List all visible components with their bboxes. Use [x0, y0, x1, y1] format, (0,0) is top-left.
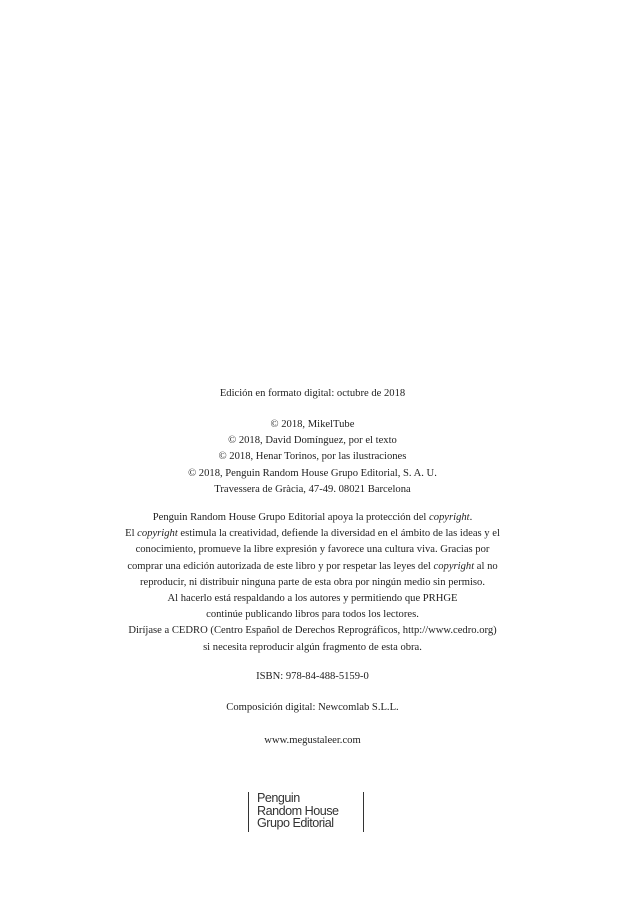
notice-line: si necesita reproducir algún fragmento de esta obra.	[203, 641, 422, 653]
logo-line: Penguin	[257, 791, 300, 805]
composition-block	[0, 700, 625, 716]
copyright-notice	[0, 510, 625, 656]
composition-credit: Composición digital: Newcomlab S.L.L.	[226, 702, 399, 713]
notice-line: Penguin Random House Grupo Editorial apoya la protección del copyright.	[152, 512, 473, 523]
notice-line: conocimiento, promueve la libre expresión y favorece una cultura viva. Gracias por	[135, 544, 490, 556]
copyright-line: © 2018, David Domínguez, por el texto	[228, 435, 397, 447]
notice-line: El copyright estimula la creatividad, defiende la diversidad en el ámbito de las ideas y el	[125, 528, 500, 540]
copyright-line: © 2018, Henar Torinos, por las ilustraciones	[218, 451, 407, 463]
notice-line: comprar una edición autorizada de este libro y por respetar las leyes del copyright al no	[127, 560, 498, 572]
notice-line: Al hacerlo está respaldando a los autores y permitiendo que PRHGE	[167, 593, 458, 605]
notice-line: continúe publicando libros para todos los lectores.	[206, 609, 419, 621]
isbn: ISBN: 978-84-488-5159-0	[256, 671, 369, 682]
logo-left-bar	[248, 792, 249, 832]
logo-line: Random House	[257, 803, 339, 818]
notice-line: Diríjase a CEDRO (Centro Español de Derechos Reprográficos, http://www.cedro.org)	[128, 625, 497, 637]
copyright-line: © 2018, Penguin Random House Grupo Editorial, S. A. U.	[188, 467, 437, 479]
website-block	[0, 733, 625, 749]
publisher-address: Travessera de Gràcia, 47-49. 08021 Barcelona	[214, 483, 411, 495]
copyright-list	[0, 417, 625, 498]
notice-line: reproducir, ni distribuir ninguna parte de esta obra por ningún medio sin permiso.	[140, 576, 485, 588]
logo-right-bar	[363, 792, 364, 832]
logo-text	[257, 792, 339, 830]
copyright-line: © 2018, MikelTube	[270, 419, 355, 430]
website-link[interactable]: www.megustaleer.com	[264, 735, 361, 746]
edition-line-block	[0, 386, 625, 402]
isbn-block	[0, 669, 625, 685]
logo-line: Grupo Editorial	[257, 816, 334, 831]
publisher-logo	[248, 792, 366, 834]
edition-line: Edición en formato digital: octubre de 2018	[219, 388, 406, 399]
